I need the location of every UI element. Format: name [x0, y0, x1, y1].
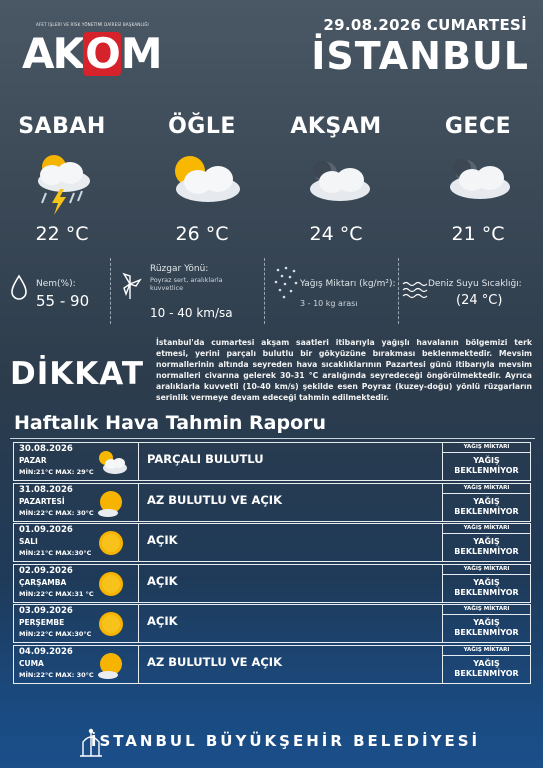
- row-date: 31.08.2026: [19, 485, 73, 495]
- rain-thunder-icon: [2, 139, 122, 219]
- period-name: AKŞAM: [290, 114, 382, 139]
- sun-cloud-icon: [94, 650, 128, 680]
- rain-header: YAĞIŞ MİKTARI: [443, 524, 530, 534]
- row-rain: [442, 524, 530, 561]
- row-condition: AÇIK: [147, 574, 178, 588]
- sea-label: Deniz Suyu Sıcaklığı:: [428, 279, 522, 289]
- sun-icon: [94, 569, 128, 599]
- night-cloudy-icon: [276, 139, 396, 219]
- row-date: 02.09.2026: [19, 566, 73, 576]
- row-date: 01.09.2026: [19, 525, 73, 535]
- report-title: Haftalık Hava Tahmin Raporu: [14, 412, 327, 434]
- row-day: PAZAR: [19, 456, 47, 465]
- table-row: [13, 645, 531, 684]
- rain-header: YAĞIŞ MİKTARI: [443, 565, 530, 575]
- rain-header: YAĞIŞ MİKTARI: [443, 443, 530, 453]
- drop-icon: [10, 274, 28, 304]
- rain-header: YAĞIŞ MİKTARI: [443, 646, 530, 656]
- row-condition: PARÇALI BULUTLU: [147, 452, 264, 466]
- row-date: 30.08.2026: [19, 444, 73, 454]
- day-info: [14, 484, 139, 521]
- day-info: [14, 565, 139, 602]
- partly-cloudy-icon: [94, 447, 128, 477]
- row-rain: [442, 646, 530, 683]
- period-sabah: [2, 114, 122, 245]
- row-day: PERŞEMBE: [19, 618, 65, 627]
- row-minmax: MİN:21°C MAX: 29°C: [19, 468, 94, 476]
- rain-value: YAĞIŞ BEKLENMİYOR: [454, 618, 519, 637]
- night-cloudy-icon: [418, 139, 538, 219]
- wind-icon: [116, 270, 144, 304]
- rain-label: Yağış Miktarı (kg/m²):: [300, 279, 396, 289]
- table-row: [13, 604, 531, 643]
- row-condition: AZ BULUTLU VE AÇIK: [147, 493, 282, 507]
- day-text: CUMARTESİ: [426, 16, 527, 34]
- wind-desc: Poyraz sert, aralıklarla kuvvetlice: [150, 276, 223, 292]
- period-ogle: [142, 114, 262, 245]
- row-condition: AÇIK: [147, 533, 178, 547]
- table-row: [13, 564, 531, 603]
- rain-drops-icon: [272, 264, 302, 308]
- period-temp: 21 °C: [451, 223, 505, 245]
- table-row: [13, 442, 531, 481]
- rain-value: YAĞIŞ BEKLENMİYOR: [454, 659, 519, 678]
- row-condition: AZ BULUTLU VE AÇIK: [147, 655, 282, 669]
- period-name: SABAH: [18, 114, 106, 139]
- row-day: ÇARŞAMBA: [19, 578, 67, 587]
- row-minmax: MİN:22°C MAX:30°C: [19, 630, 92, 638]
- row-condition: AÇIK: [147, 614, 178, 628]
- sun-icon: [94, 528, 128, 558]
- table-row: [13, 523, 531, 562]
- rain-header: YAĞIŞ MİKTARI: [443, 605, 530, 615]
- row-rain: [442, 605, 530, 642]
- divider: [398, 258, 400, 324]
- row-rain: [442, 443, 530, 480]
- humidity-label: Nem(%):: [36, 279, 76, 289]
- warning-text: İstanbul'da cumartesi akşam saatleri itibarıyla yağışlı havalanın bölgemizi terk etmesi, yerini parçalı bulutlu bir gökyüzüne bırakması beklenmektedir. Mevsim normallerinin altında seyreden hava sıcaklıklarının Pazartesi günü itibarıyla mevsim normalleri civarına gelerek 30-31 °C aralığında seyredeceği öngörülmektedir. Ayrıca aralıklarla kuvvetli (10-40 km/s) şekilde esen Poyraz (kuzey-doğu) yönlü rüzgarların serinlik vermeye devam edeceği tahmin edilmektedir.: [156, 338, 532, 402]
- period-name: GECE: [444, 114, 512, 139]
- rain-value: YAĞIŞ BEKLENMİYOR: [454, 537, 519, 556]
- logo-subtitle: AFET İŞLERİ VE RİSK YÖNETİMİ DAİRESİ BAŞKANLIĞI: [36, 22, 149, 27]
- wind-label: Rüzgar Yönü:: [150, 264, 209, 274]
- warning-title: DİKKAT: [10, 356, 145, 392]
- rain-value: YAĞIŞ BEKLENMİYOR: [454, 578, 519, 597]
- partly-cloudy-icon: [142, 139, 262, 219]
- row-day: PAZARTESİ: [19, 497, 65, 506]
- row-minmax: MİN:22°C MAX: 30°C: [19, 671, 94, 679]
- row-date: 04.09.2026: [19, 647, 73, 657]
- period-temp: 26 °C: [175, 223, 229, 245]
- row-day: CUMA: [19, 659, 44, 668]
- footer-text: İSTANBUL BÜYÜKŞEHİR BELEDİYESİ: [90, 732, 481, 750]
- wind-value: 10 - 40 km/sa: [150, 306, 233, 320]
- period-temp: 22 °C: [35, 223, 89, 245]
- period-name: ÖĞLE: [168, 114, 236, 139]
- sea-value: (24 °C): [456, 293, 503, 308]
- row-date: 03.09.2026: [19, 606, 73, 616]
- divider: [264, 258, 266, 324]
- period-gece: [418, 114, 538, 245]
- day-info: [14, 605, 139, 642]
- akom-logo: AKOM: [22, 29, 161, 78]
- row-rain: [442, 565, 530, 602]
- report-divider: [10, 438, 535, 439]
- city-title: İSTANBUL: [311, 34, 529, 78]
- rain-header: YAĞIŞ MİKTARI: [443, 484, 530, 494]
- sun-cloud-icon: [94, 488, 128, 518]
- row-minmax: MİN:21°C MAX:30°C: [19, 549, 92, 557]
- date-text: 29.08.2026: [323, 16, 422, 34]
- table-row: [13, 483, 531, 522]
- divider: [110, 258, 112, 324]
- row-minmax: MİN:22°C MAX:31 °C: [19, 590, 94, 598]
- sun-icon: [94, 609, 128, 639]
- row-day: SALI: [19, 537, 38, 546]
- rain-value: 3 - 10 kg arası: [300, 299, 358, 308]
- period-aksam: [276, 114, 396, 245]
- wave-icon: [402, 280, 428, 304]
- rain-value: YAĞIŞ BEKLENMİYOR: [454, 456, 519, 475]
- day-info: [14, 524, 139, 561]
- rain-value: YAĞIŞ BEKLENMİYOR: [454, 497, 519, 516]
- header-date: [323, 16, 527, 34]
- period-temp: 24 °C: [309, 223, 363, 245]
- humidity-value: 55 - 90: [36, 292, 90, 310]
- day-info: [14, 646, 139, 683]
- day-info: [14, 443, 139, 480]
- row-rain: [442, 484, 530, 521]
- row-minmax: MİN:22°C MAX: 30°C: [19, 509, 94, 517]
